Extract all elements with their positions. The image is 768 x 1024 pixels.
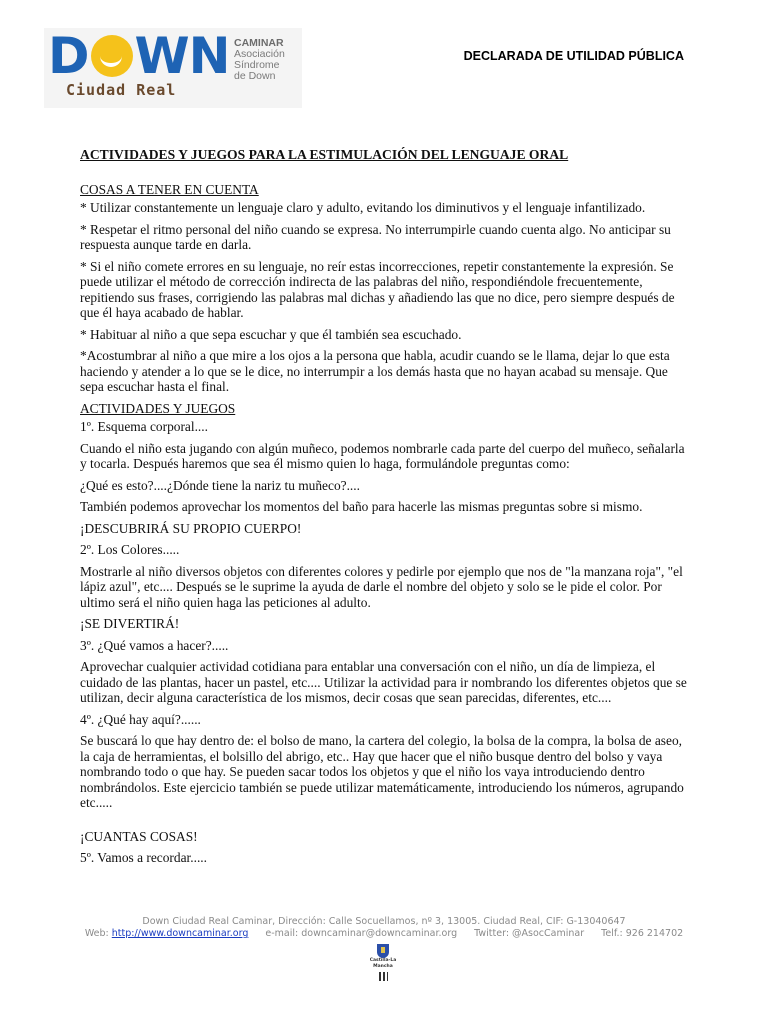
document-title: ACTIVIDADES Y JUEGOS PARA LA ESTIMULACIÓN DEL LENGUAJE ORAL bbox=[80, 147, 569, 162]
logo-side-line: CAMINAR bbox=[234, 37, 284, 49]
paragraph: Cuando el niño esta jugando con algún muñeco, podemos nombrarle cada parte del cuerpo del muñeco, señalarla y tocarla. Después haremos que sea él mismo quien lo haga, formulándole preguntas como: bbox=[80, 440, 685, 471]
logo-letter-d: D bbox=[48, 27, 89, 85]
logo-side-line: Síndrome bbox=[234, 59, 280, 71]
activity-title: 4º. ¿Qué hay aquí?...... bbox=[80, 711, 201, 727]
logo-side-text bbox=[234, 38, 300, 82]
tip-paragraph: * Habituar al niño a que sepa escuchar y que él también sea escuchado. bbox=[80, 326, 462, 342]
document-body bbox=[80, 147, 690, 872]
logo-city: Ciudad Real bbox=[66, 81, 177, 99]
spacer bbox=[80, 817, 690, 829]
section-heading: COSAS A TENER EN CUENTA bbox=[80, 181, 259, 197]
exclamation: ¡SE DIVERTIRÁ! bbox=[80, 616, 180, 631]
activity-title: 1º. Esquema corporal.... bbox=[80, 419, 208, 434]
crest-label: Castilla-La Mancha bbox=[369, 958, 397, 969]
activity-title: 3º. ¿Qué vamos a hacer?..... bbox=[80, 637, 229, 653]
tip-paragraph: * Respetar el ritmo personal del niño cuando se expresa. No interrumpirle cuando cuenta algo. No anticipar su respuesta aunque tarde en darla. bbox=[80, 221, 671, 252]
tip-paragraph: *Acostumbrar al niño a que mire a los ojos a la persona que habla, acudir cuando se le llama, dejar lo que esta haciendo y atender a lo que se le dice, no interrumpir a los demás hasta que no hayan acabad su mensaje. Que sepa escuchar hasta el final. bbox=[80, 348, 670, 394]
logo-side-line: Asociación bbox=[234, 48, 285, 60]
tip-paragraph: * Si el niño comete errores en su lenguaje, no reír estas incorrecciones, repetir constantemente la expresión. Se puede utilizar el método de corrección indirecta de las palabras del niño, respondiéndole frecuentemente, repitiendo sus frases, corrigiendo las palabras mal dichas y añadiendo las que no dice, pero siempre después de que él haya acabado de hablar. bbox=[80, 258, 675, 320]
exclamation: ¡CUANTAS COSAS! bbox=[80, 828, 198, 844]
paragraph: Mostrarle al niño diversos objetos con diferentes colores y pedirle por ejemplo que nos de "la manzana roja", "el lápiz azul", etc.... Después se le suprime la ayuda de darle el nombre del objeto y solo se le pide el color. Por ultimo será el niño quien haga las peticiones al adulto. bbox=[80, 563, 683, 610]
regional-crest bbox=[368, 944, 398, 984]
activity-title: 2º. Los Colores..... bbox=[80, 542, 180, 557]
activity-title: 5º. Vamos a recordar..... bbox=[80, 850, 207, 865]
section-heading: ACTIVIDADES Y JUEGOS bbox=[80, 400, 236, 416]
footer-twitter: Twitter: @AsocCaminar bbox=[474, 928, 585, 939]
smiley-icon bbox=[91, 35, 133, 77]
footer-address: Down Ciudad Real Caminar, Dirección: Calle Socuellamos, nº 3, 13005. Ciudad Real, CIF: G-13040647 bbox=[142, 916, 626, 927]
tip-paragraph: * Utilizar constantemente un lenguaje claro y adulto, evitando los diminutivos y el lenguaje infantilizado. bbox=[80, 200, 646, 215]
footer-web-label: Web: bbox=[84, 928, 112, 939]
declaration-text: DECLARADA DE UTILIDAD PÚBLICA bbox=[463, 49, 684, 63]
logo-wordmark bbox=[48, 27, 230, 85]
logo-side-line: de Down bbox=[234, 70, 276, 82]
paragraph: Aprovechar cualquier actividad cotidiana para entablar una conversación con el niño, un día de limpieza, el cuidado de las plantas, hacer un pastel, etc.... Utilizar la actividad para ir nombrando los diferentes objetos que se utilizan, decir alguna característica de los mismos, decir cosas que sean parecidas, diferentes, etc.... bbox=[80, 659, 687, 705]
footer-contact bbox=[0, 928, 768, 940]
exclamation: ¡DESCUBRIRÁ SU PROPIO CUERPO! bbox=[80, 520, 302, 536]
logo-letters-wn: WN bbox=[134, 27, 230, 85]
footer-phone: Telf.: 926 214702 bbox=[601, 928, 684, 939]
footer-email: e-mail: downcaminar@downcaminar.org bbox=[265, 928, 458, 939]
logo bbox=[44, 28, 302, 108]
page-footer bbox=[0, 916, 768, 940]
qr-code-icon bbox=[379, 972, 388, 981]
paragraph: ¿Qué es esto?....¿Dónde tiene la nariz tu muñeco?.... bbox=[80, 477, 360, 493]
website-link[interactable]: http://www.downcaminar.org bbox=[111, 928, 249, 939]
shield-icon bbox=[377, 944, 389, 958]
paragraph: Se buscará lo que hay dentro de: el bolso de mano, la cartera del colegio, la bolsa de la compra, la bolsa de aseo, la caja de herramientas, el bolsillo del abrigo, etc.. Hay que hacer que el niño busque dentro del bolso y vaya nombrando todo o que hay. Se pueden sacar todos los objetos y que el niño los vaya introduciendo dentro nombrándolos. Este ejercicio también se puede utilizar matemáticamente, introduciendo los números, agrupando etc..... bbox=[80, 733, 684, 810]
paragraph: También podemos aprovechar los momentos del baño para hacerle las mismas preguntas sobre si mismo. bbox=[80, 499, 643, 514]
